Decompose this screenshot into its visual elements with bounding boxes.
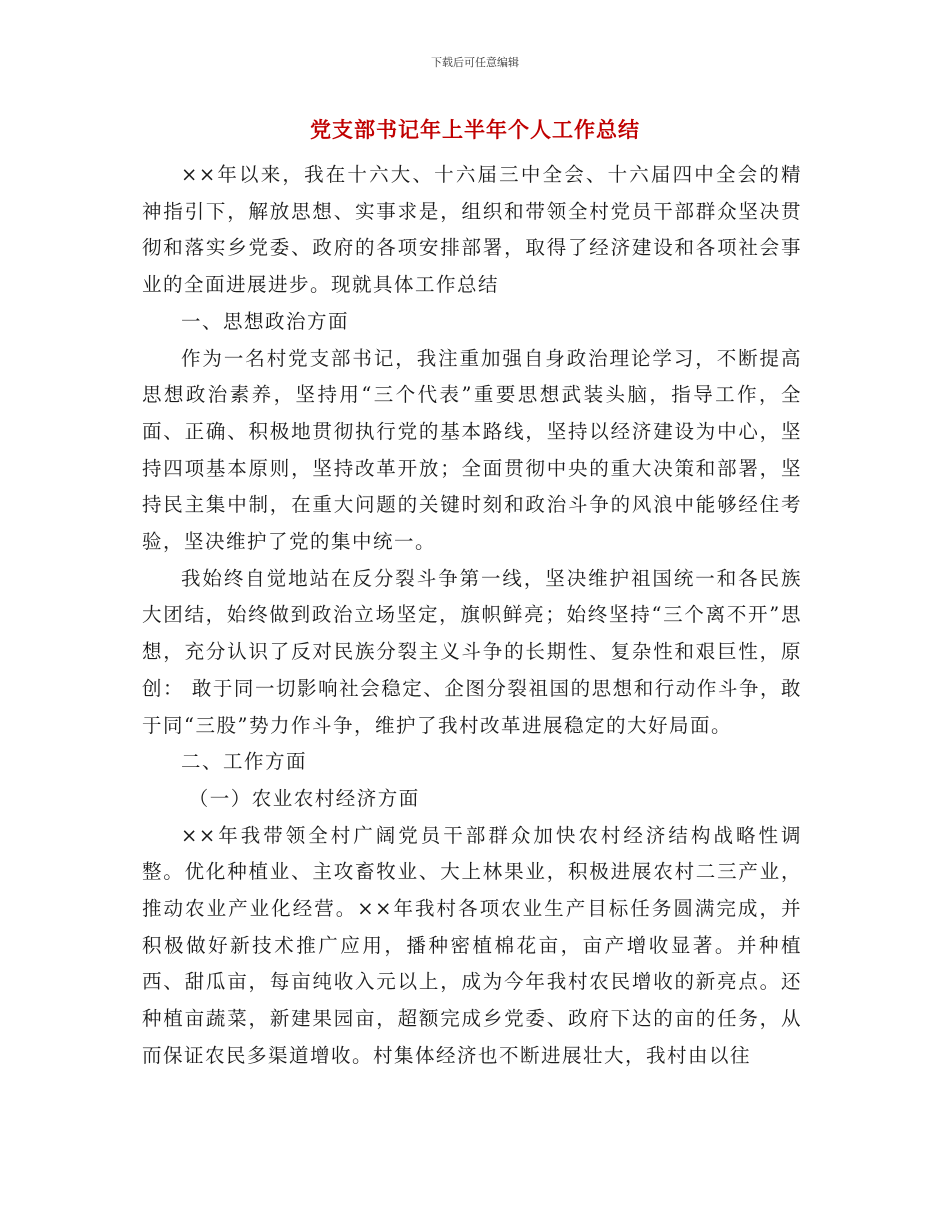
section-heading-work: 二、工作方面 — [181, 750, 308, 774]
document-body — [142, 157, 802, 1075]
section-heading-ideology: 一、思想政治方面 — [181, 309, 350, 333]
intro-paragraph: ××年以来，我在十六大、十六届三中全会、十六届四中全会的精神指引下，解放思想、实事求是，组织和带领全村党员干部群众坚决贯彻和落实乡党委、政府的各项安排部署，取得了经济建设和各项社会事业的全面进展进步。现就具体工作总结 — [142, 163, 802, 297]
agriculture-paragraph: ××年我带领全村广阔党员干部群众加快农村经济结构战略性调整。优化种植业、主攻畜牧业、大上林果业，积极进展农村二三产业，推动农业产业化经营。××年我村各项农业生产目标任务圆满完成，并积极做好新技术推广应用，播种密植棉花亩，亩产增收显著。并种植西、甜瓜亩，每亩纯收入元以上，成为今年我村农民增收的新亮点。还种植亩蔬菜，新建果园亩，超额完成乡党委、政府下达的亩的任务，从而保证农民多渠道增收。村集体经济也不断进展壮大，我村由以往 — [142, 823, 802, 1067]
document-title: 党支部书记年上半年个人工作总结 — [310, 117, 640, 142]
page-header-note: 下载后可任意编辑 — [431, 56, 519, 69]
ideology-paragraph-2: 我始终自觉地站在反分裂斗争第一线，坚决维护祖国统一和各民族大团结，始终做到政治立场坚定，旗帜鲜亮；始终坚持“三个离不开”思想，充分认识了反对民族分裂主义斗争的长期性、复杂性和艰巨性，原创： 敢于同一切影响社会稳定、企图分裂祖国的思想和行动作斗争，敢于同“三股”势力作斗争，维护了我村改革进展稳定的大好局面。 — [142, 566, 802, 737]
ideology-paragraph-1: 作为一名村党支部书记，我注重加强自身政治理论学习，不断提高思想政治素养，坚持用“三个代表”重要思想武装头脑，指导工作，全面、正确、积极地贯彻执行党的基本路线，坚持以经济建设为中心，坚持四项基本原则，坚持改革开放；全面贯彻中央的重大决策和部署，坚持民主集中制，在重大问题的关键时刻和政治斗争的风浪中能够经住考验，坚决维护了党的集中统一。 — [142, 346, 802, 554]
subsection-heading-agriculture: （一）农业农村经济方面 — [188, 786, 420, 810]
